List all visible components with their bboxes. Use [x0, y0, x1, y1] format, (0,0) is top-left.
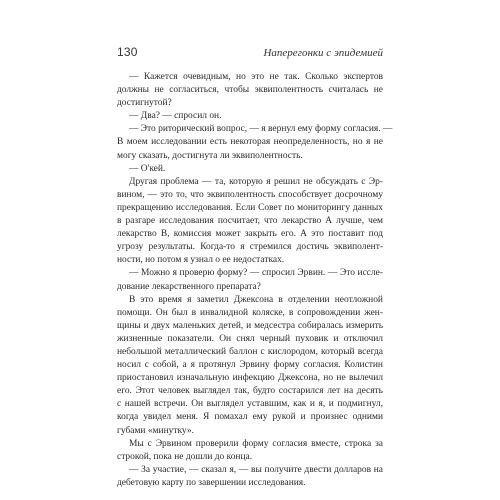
- text-line: — О'кей.: [129, 163, 166, 174]
- text-line: губами «минутку».: [117, 425, 194, 436]
- book-title: Наперегонки с эпидемией: [263, 47, 383, 59]
- paragraph: [117, 267, 383, 293]
- text-line: прекращению исследования. Если Совет по мониторингу данных: [117, 202, 383, 213]
- page-number: 130: [117, 45, 138, 59]
- text-line: вином, — это то, что эквиполентность способствует досрочному: [117, 189, 383, 200]
- paragraph: [117, 163, 383, 176]
- text-line: — Это риторический вопрос, — я вернул ему форму согласия. —: [129, 124, 393, 135]
- text-line: небольшой металлический баллон с кислородом, который всегда: [117, 346, 383, 357]
- text-line: могу сказать, достигнута ли эквиполентность.: [117, 150, 303, 161]
- text-line: угрозу результаты. Когда-то я стремился достичь эквиполент-: [117, 242, 383, 253]
- paragraph: [117, 438, 383, 464]
- text-line: дование лекарственного препарата?: [117, 281, 261, 292]
- text-line: дебетовую карту по завершении исследования.: [117, 477, 306, 488]
- text-line: приостановил изначальную инфекцию Джексона, но не вылечил: [117, 373, 383, 384]
- text-line: его. Этот человек выглядел так, будто состарился лет на десять: [117, 386, 383, 397]
- running-head: [117, 45, 383, 61]
- text-line: лекарство В, комиссия может закрыть его. А это поставит под: [117, 229, 383, 240]
- text-line: щины и двух маленьких детей, и медсестра собиралась измерить: [117, 320, 383, 331]
- paragraph: [117, 110, 383, 123]
- text-line: — Можно я проверю форму? — спросил Эрвин. — Это иссле-: [129, 268, 383, 279]
- text-line: достигнутой?: [117, 98, 172, 109]
- text-line: ности, но потом я узнал о ее недостатках.: [117, 255, 285, 266]
- text-line: помощи. Он был в инвалидной коляске, в сопровождении жен-: [117, 307, 383, 318]
- text-line: Другая проблема — та, которую я решил не обсуждать с Эр-: [129, 176, 383, 187]
- text-line: — За участие, — сказал я, — вы получите двести долларов на: [129, 464, 383, 475]
- text-line: когда увидел меня. Я помахал ему рукой и произнес одними: [117, 412, 383, 423]
- text-line: в разгаре исследования посчитает, что лекарство А лучше, чем: [117, 216, 383, 227]
- paragraph: [117, 464, 383, 490]
- text-line: носил с собой, а я протянул Эрвину форму согласия. Колистин: [117, 360, 383, 371]
- paragraph: [117, 123, 393, 162]
- text-line: — Кажется очевидным, но это не так. Сколько экспертов: [129, 72, 383, 82]
- paragraph: [117, 71, 383, 110]
- body-text: [117, 71, 393, 490]
- text-line: жизненные показатели. Он снял черный пуховик и отключил: [117, 333, 383, 344]
- paragraph: [117, 294, 383, 438]
- paragraph: [117, 176, 383, 268]
- text-line: строкой, пока не дошли до конца.: [117, 451, 253, 462]
- text-line: В моем исследовании есть некоторая неопределенность, но я не: [117, 137, 383, 148]
- text-line: с нашей встречи. Он выглядел уставшим, как и я, и подмигнул,: [117, 399, 383, 410]
- text-line: — Два? — спросил он.: [129, 111, 222, 122]
- text-line: Мы с Эрвином проверили форму согласия вместе, строка за: [129, 438, 383, 449]
- text-line: В это время я заметил Джексона в отделении неотложной: [129, 294, 383, 305]
- text-line: должны не согласиться, чтобы эквиполентность считалась не: [117, 85, 383, 96]
